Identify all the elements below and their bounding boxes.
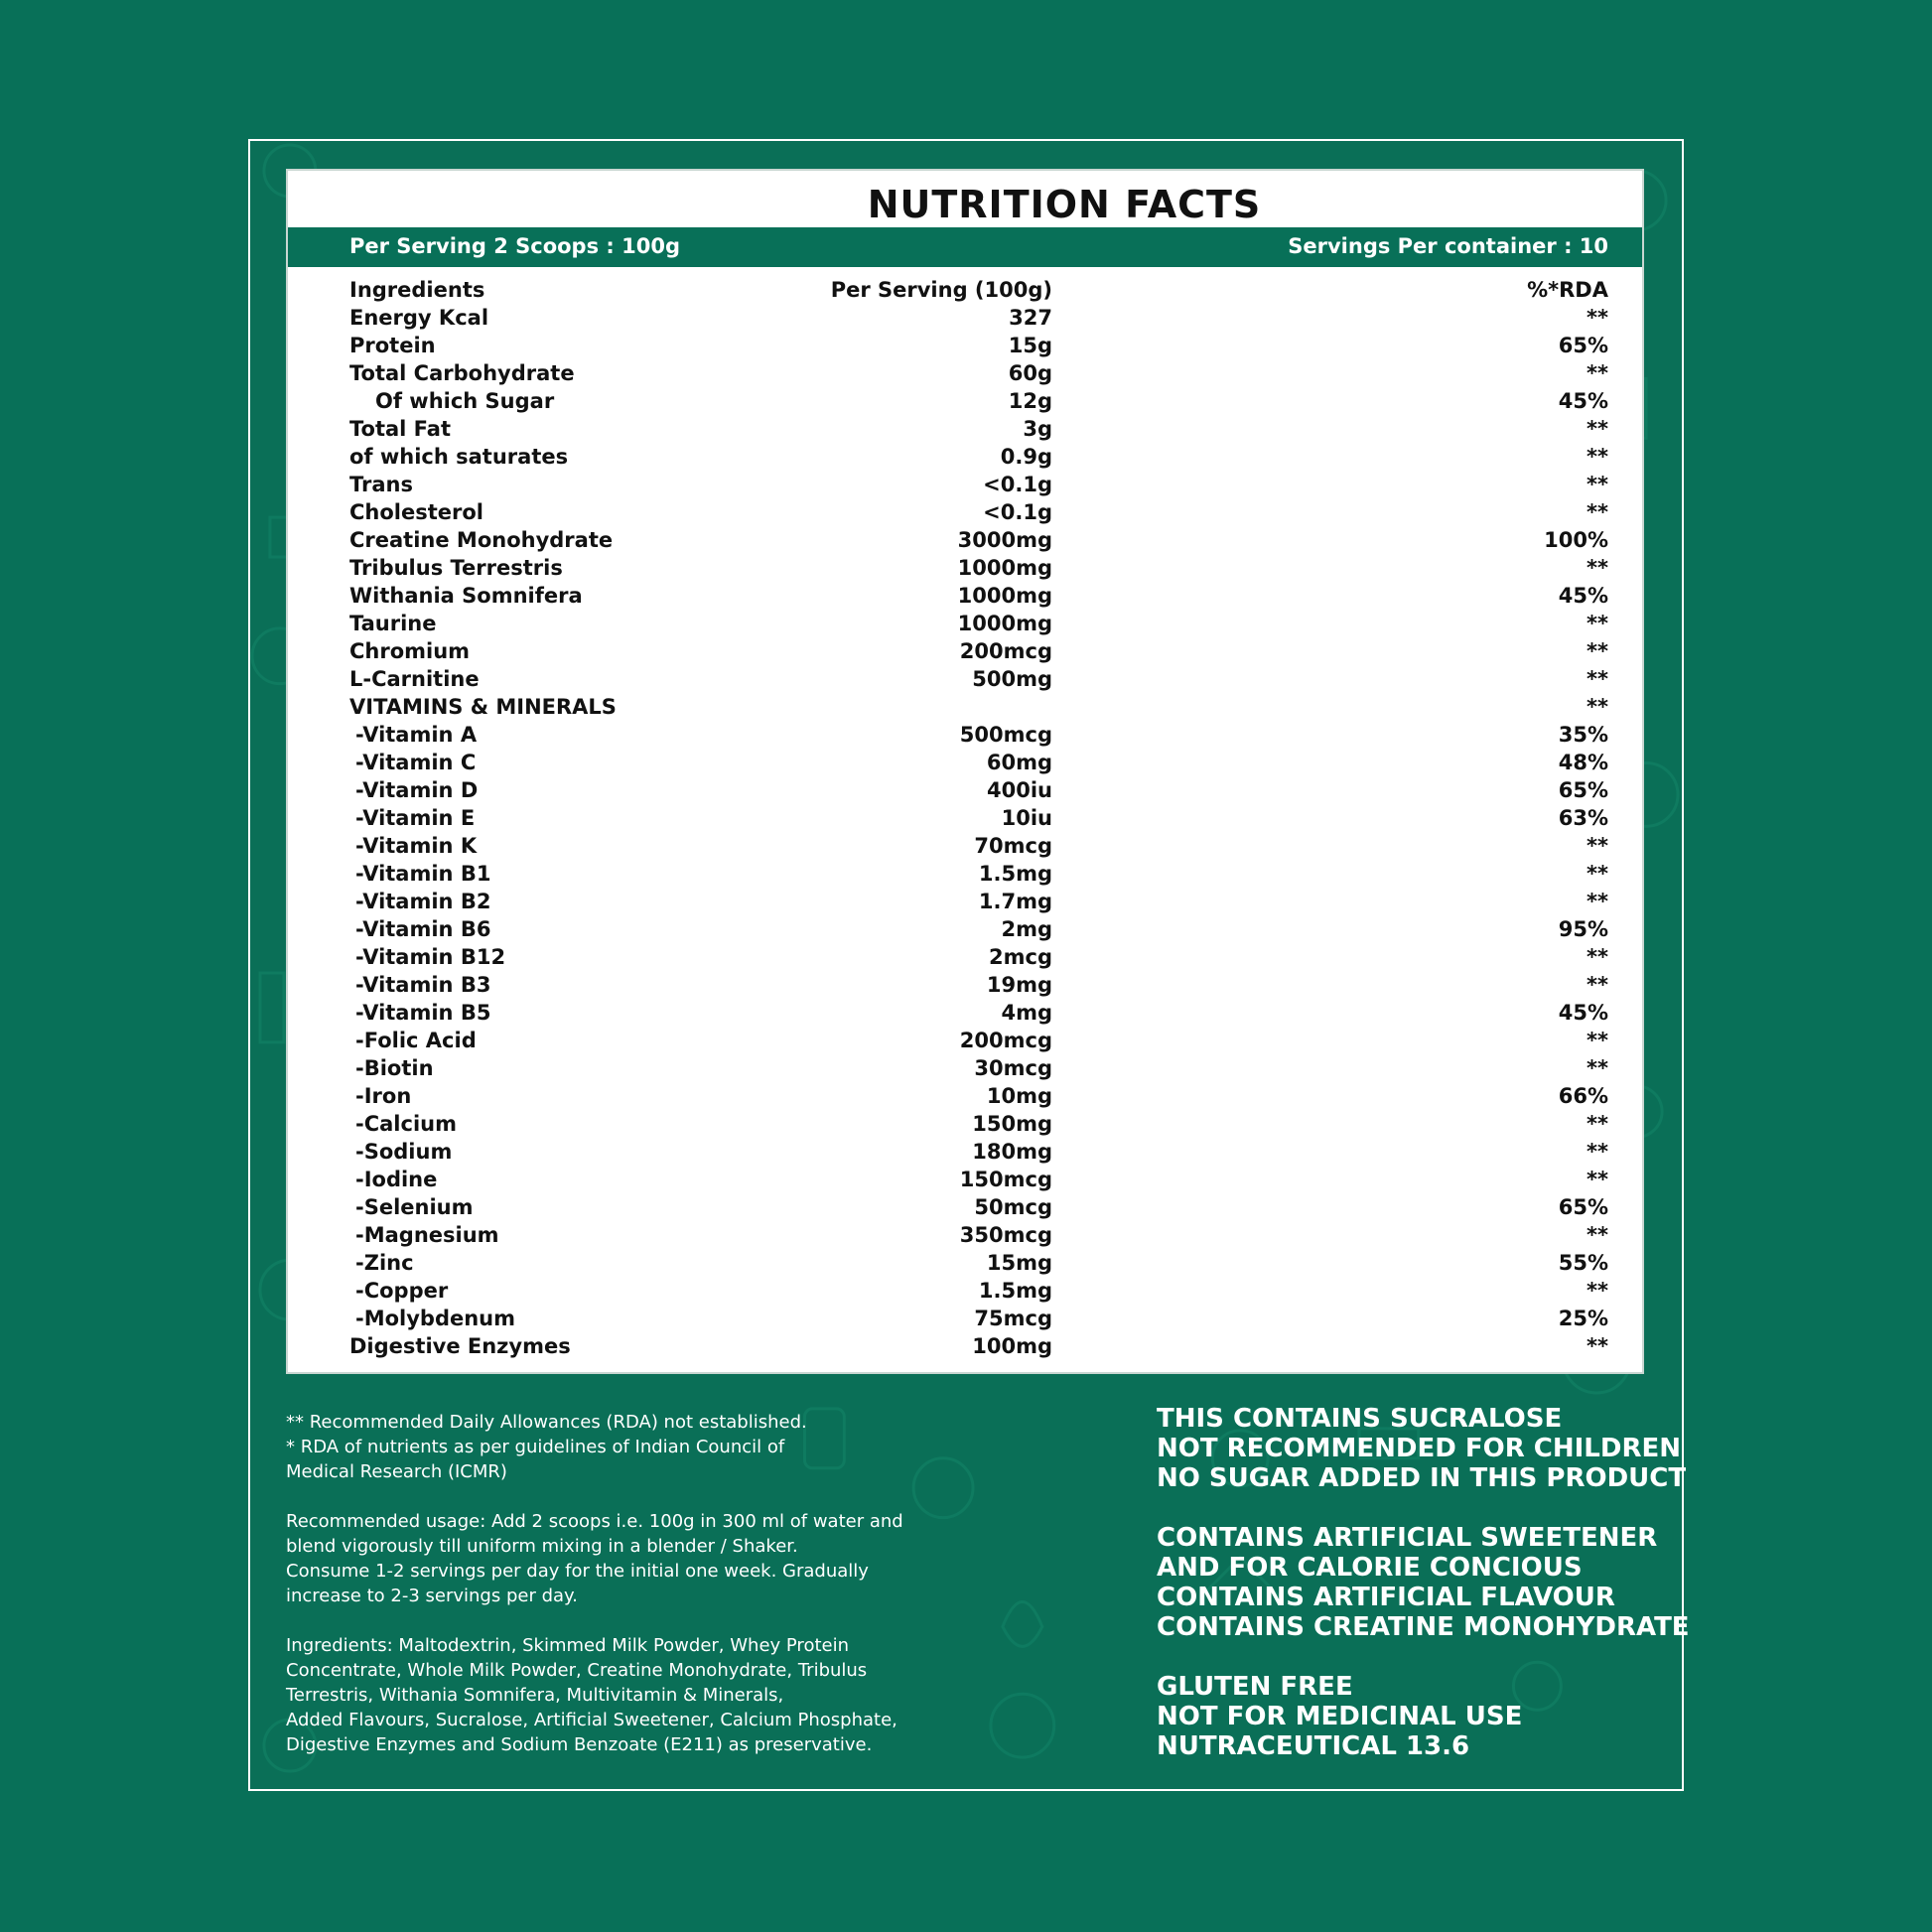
warning-line: GLUTEN FREE (1157, 1672, 1353, 1702)
nutrient-amount: 3000mg (957, 528, 1052, 552)
nutrient-name: -Vitamin B2 (355, 890, 491, 913)
nutrient-amount: 350mcg (959, 1223, 1052, 1247)
nutrient-amount: 200mcg (959, 1029, 1052, 1052)
nutrient-amount: 200mcg (959, 639, 1052, 663)
table-row (349, 971, 1608, 999)
table-row (349, 471, 1608, 498)
warnings-block (1157, 1404, 1690, 1791)
table-row (349, 665, 1608, 693)
nutrient-rda: ** (1587, 834, 1608, 858)
nutrient-amount: 1000mg (957, 612, 1052, 635)
note-line: Added Flavours, Sucralose, Artificial Sweetener, Calcium Phosphate, (286, 1710, 897, 1730)
nutrient-rda: 63% (1558, 806, 1608, 830)
nutrient-name: -Selenium (355, 1195, 474, 1219)
nutrient-amount: 327 (1009, 306, 1052, 330)
nutrient-rda: ** (1587, 1112, 1608, 1136)
table-row (349, 1166, 1608, 1193)
nutrient-amount: <0.1g (983, 473, 1052, 496)
nutrient-name: -Sodium (355, 1140, 453, 1164)
nutrient-rda: 65% (1558, 1195, 1608, 1219)
nutrient-amount: 100mg (972, 1334, 1052, 1358)
nutrient-rda: ** (1587, 500, 1608, 524)
nutrient-name: -Vitamin C (355, 751, 477, 774)
nutrient-amount: 4mg (1001, 1001, 1052, 1025)
nutrient-rda: 45% (1558, 389, 1608, 413)
nutrient-rda: 95% (1558, 917, 1608, 941)
nutrient-rda: ** (1587, 612, 1608, 635)
warning-group (1157, 1672, 1673, 1761)
nutrient-name: -Vitamin A (355, 723, 478, 747)
nutrition-facts-title: NUTRITION FACTS (867, 183, 1262, 226)
nutrient-amount: 1000mg (957, 556, 1052, 580)
nutrient-name: Creatine Monohydrate (349, 528, 614, 552)
header-per-serving: Per Serving (100g) (830, 278, 1052, 302)
nutrient-name: -Iodine (355, 1168, 438, 1191)
table-row (349, 776, 1608, 804)
table-row (349, 387, 1608, 415)
note-line: * RDA of nutrients as per guidelines of Indian Council of (286, 1437, 785, 1457)
warning-line: NO SUGAR ADDED IN THIS PRODUCT (1157, 1463, 1687, 1493)
warning-line: NUTRACEUTICAL 13.6 (1157, 1731, 1470, 1761)
table-row (349, 999, 1608, 1027)
nutrient-rda: ** (1587, 1334, 1608, 1358)
nutrient-amount: 12g (1008, 389, 1052, 413)
serving-info-band (288, 227, 1642, 267)
nutrient-amount: 75mcg (974, 1307, 1052, 1330)
nutrient-amount: 150mcg (959, 1168, 1052, 1191)
nutrient-rda: 65% (1558, 334, 1608, 357)
table-row (349, 1138, 1608, 1166)
table-row (349, 915, 1608, 943)
nutrient-amount: 2mg (1001, 917, 1052, 941)
table-row (349, 1249, 1608, 1277)
nutrient-name: -Vitamin B1 (355, 862, 491, 886)
nutrient-rda: 55% (1558, 1251, 1608, 1275)
table-row (349, 1221, 1608, 1249)
table-row (349, 943, 1608, 971)
nutrient-name: -Folic Acid (355, 1029, 477, 1052)
per-serving-info: Per Serving 2 Scoops : 100g (349, 234, 680, 258)
nutrient-name: of which saturates (349, 445, 569, 469)
nutrient-amount: 500mg (972, 667, 1052, 691)
nutrient-amount: 400iu (987, 778, 1052, 802)
table-row (349, 1193, 1608, 1221)
table-row (349, 304, 1608, 332)
warning-line: NOT FOR MEDICINAL USE (1157, 1702, 1523, 1731)
warning-line: CONTAINS ARTIFICIAL SWEETENER (1157, 1523, 1658, 1553)
table-row (349, 749, 1608, 776)
warning-group (1157, 1523, 1690, 1642)
table-row (349, 582, 1608, 610)
nutrient-name: -Magnesium (355, 1223, 499, 1247)
nutrient-rda: 45% (1558, 1001, 1608, 1025)
table-row (349, 1277, 1608, 1305)
nutrient-rda: 48% (1558, 751, 1608, 774)
nutrient-amount: 60g (1008, 361, 1052, 385)
nutrient-name: -Vitamin D (355, 778, 479, 802)
nutrient-rda: ** (1587, 667, 1608, 691)
table-row (349, 832, 1608, 860)
nutrient-amount: 30mcg (974, 1056, 1052, 1080)
warning-line: NOT RECOMMENDED FOR CHILDREN (1157, 1434, 1681, 1463)
table-row (349, 888, 1608, 915)
nutrient-rda: ** (1587, 361, 1608, 385)
table-row (349, 554, 1608, 582)
nutrient-amount: 15mg (986, 1251, 1052, 1275)
nutrient-rda: ** (1587, 945, 1608, 969)
ingredients-list (286, 1633, 981, 1757)
nutrient-rda: ** (1587, 862, 1608, 886)
nutrient-name: -Vitamin B5 (355, 1001, 491, 1025)
note-line: Recommended usage: Add 2 scoops i.e. 100g in 300 ml of water and (286, 1511, 903, 1532)
footnotes (286, 1410, 981, 1782)
nutrient-amount: 1000mg (957, 584, 1052, 608)
nutrient-rda: ** (1587, 1029, 1608, 1052)
nutrient-name: -Vitamin B12 (355, 945, 506, 969)
warning-group (1157, 1404, 1687, 1493)
nutrient-amount: <0.1g (983, 500, 1052, 524)
nutrient-amount: 19mg (986, 973, 1052, 997)
nutrient-rda: ** (1587, 1279, 1608, 1303)
table-row (349, 1054, 1608, 1082)
nutrient-rda: 35% (1558, 723, 1608, 747)
nutrient-name: -Copper (355, 1279, 449, 1303)
table-row (349, 526, 1608, 554)
header-ingredients: Ingredients (349, 278, 485, 302)
nutrient-name: Total Fat (349, 417, 452, 441)
nutrient-name: Tribulus Terrestris (349, 556, 563, 580)
nutrient-rda: 45% (1558, 584, 1608, 608)
nutrient-name: Energy Kcal (349, 306, 489, 330)
nutrient-amount: 15g (1008, 334, 1052, 357)
warning-line: CONTAINS ARTIFICIAL FLAVOUR (1157, 1583, 1615, 1612)
nutrient-rda: 100% (1544, 528, 1608, 552)
nutrient-amount: 500mcg (959, 723, 1052, 747)
nutrient-amount: 1.5mg (978, 1279, 1052, 1303)
nutrient-rda: ** (1587, 639, 1608, 663)
servings-per-container: Servings Per container : 10 (1288, 234, 1608, 258)
nutrient-rda: ** (1587, 1168, 1608, 1191)
nutrient-rda: ** (1587, 556, 1608, 580)
nutrient-amount: 1.7mg (978, 890, 1052, 913)
nutrient-rda: ** (1587, 473, 1608, 496)
nutrient-name: Cholesterol (349, 500, 483, 524)
nutrient-amount: 2mcg (989, 945, 1052, 969)
table-row (349, 415, 1608, 443)
nutrient-amount: 0.9g (1000, 445, 1052, 469)
note-line: increase to 2-3 servings per day. (286, 1586, 578, 1606)
table-row (349, 610, 1608, 637)
table-row (349, 332, 1608, 359)
header-rda: %*RDA (1527, 278, 1608, 302)
nutrient-name: -Biotin (355, 1056, 434, 1080)
nutrient-name: Taurine (349, 612, 437, 635)
table-row (349, 860, 1608, 888)
warning-line: CONTAINS CREATINE MONOHYDRATE (1157, 1612, 1690, 1642)
note-line: blend vigorously till uniform mixing in a blender / Shaker. (286, 1536, 798, 1557)
table-row (349, 804, 1608, 832)
nutrient-name: L-Carnitine (349, 667, 480, 691)
nutrient-rda: ** (1587, 695, 1608, 719)
nutrient-amount: 180mg (972, 1140, 1052, 1164)
nutrient-amount: 50mcg (974, 1195, 1052, 1219)
table-row (349, 721, 1608, 749)
nutrient-amount: 10mg (986, 1084, 1052, 1108)
recommended-usage (286, 1509, 981, 1608)
nutrient-rda: ** (1587, 445, 1608, 469)
note-line: ** Recommended Daily Allowances (RDA) not established. (286, 1412, 807, 1433)
note-line: Digestive Enzymes and Sodium Benzoate (E211) as preservative. (286, 1734, 873, 1755)
nutrient-amount: 150mg (972, 1112, 1052, 1136)
nutrient-name: -Vitamin E (355, 806, 476, 830)
table-row (349, 1305, 1608, 1332)
table-row (349, 1332, 1608, 1360)
nutrient-name: -Calcium (355, 1112, 457, 1136)
nutrient-rda: ** (1587, 1056, 1608, 1080)
nutrient-amount: 70mcg (974, 834, 1052, 858)
nutrient-amount: 3g (1023, 417, 1052, 441)
nutrient-rda: 65% (1558, 778, 1608, 802)
nutrient-name: -Molybdenum (355, 1307, 516, 1330)
table-header-row (349, 276, 1608, 304)
nutrient-name: -Zinc (355, 1251, 414, 1275)
nutrient-amount: 10iu (1001, 806, 1052, 830)
nutrient-name: Trans (349, 473, 413, 496)
nutrient-amount: 60mg (986, 751, 1052, 774)
nutrient-rda: ** (1587, 1140, 1608, 1164)
nutrient-amount: 1.5mg (978, 862, 1052, 886)
table-row (349, 443, 1608, 471)
table-row (349, 1082, 1608, 1110)
nutrient-name: -Vitamin B6 (355, 917, 491, 941)
table-row (349, 693, 1608, 721)
nutrient-name: Of which Sugar (375, 389, 555, 413)
nutrition-table (349, 276, 1608, 1360)
table-row (349, 1027, 1608, 1054)
nutrient-name: Protein (349, 334, 436, 357)
warning-line: THIS CONTAINS SUCRALOSE (1157, 1404, 1563, 1434)
nutrient-rda: 25% (1558, 1307, 1608, 1330)
nutrient-rda: ** (1587, 890, 1608, 913)
nutrient-name: Digestive Enzymes (349, 1334, 571, 1358)
nutrient-rda: 66% (1558, 1084, 1608, 1108)
nutrient-rda: ** (1587, 417, 1608, 441)
table-row (349, 498, 1608, 526)
nutrient-name: -Vitamin B3 (355, 973, 491, 997)
nutrition-facts-panel (286, 169, 1644, 1374)
nutrient-rda: ** (1587, 306, 1608, 330)
note-line: Concentrate, Whole Milk Powder, Creatine Monohydrate, Tribulus (286, 1660, 868, 1681)
note-line: Consume 1-2 servings per day for the initial one week. Gradually (286, 1561, 869, 1582)
note-line: Medical Research (ICMR) (286, 1461, 507, 1482)
note-line: Ingredients: Maltodextrin, Skimmed Milk Powder, Whey Protein (286, 1635, 849, 1656)
rda-footnote (286, 1410, 981, 1484)
nutrient-name: VITAMINS & MINERALS (349, 695, 617, 719)
warning-line: AND FOR CALORIE CONCIOUS (1157, 1553, 1583, 1583)
nutrient-name: -Iron (355, 1084, 412, 1108)
nutrient-name: Chromium (349, 639, 471, 663)
note-line: Terrestris, Withania Somnifera, Multivitamin & Minerals, (286, 1685, 784, 1706)
nutrient-name: Withania Somnifera (349, 584, 583, 608)
nutrient-rda: ** (1587, 1223, 1608, 1247)
table-row (349, 1110, 1608, 1138)
nutrient-rda: ** (1587, 973, 1608, 997)
table-row (349, 359, 1608, 387)
table-row (349, 637, 1608, 665)
nutrient-name: Total Carbohydrate (349, 361, 575, 385)
nutrient-name: -Vitamin K (355, 834, 478, 858)
